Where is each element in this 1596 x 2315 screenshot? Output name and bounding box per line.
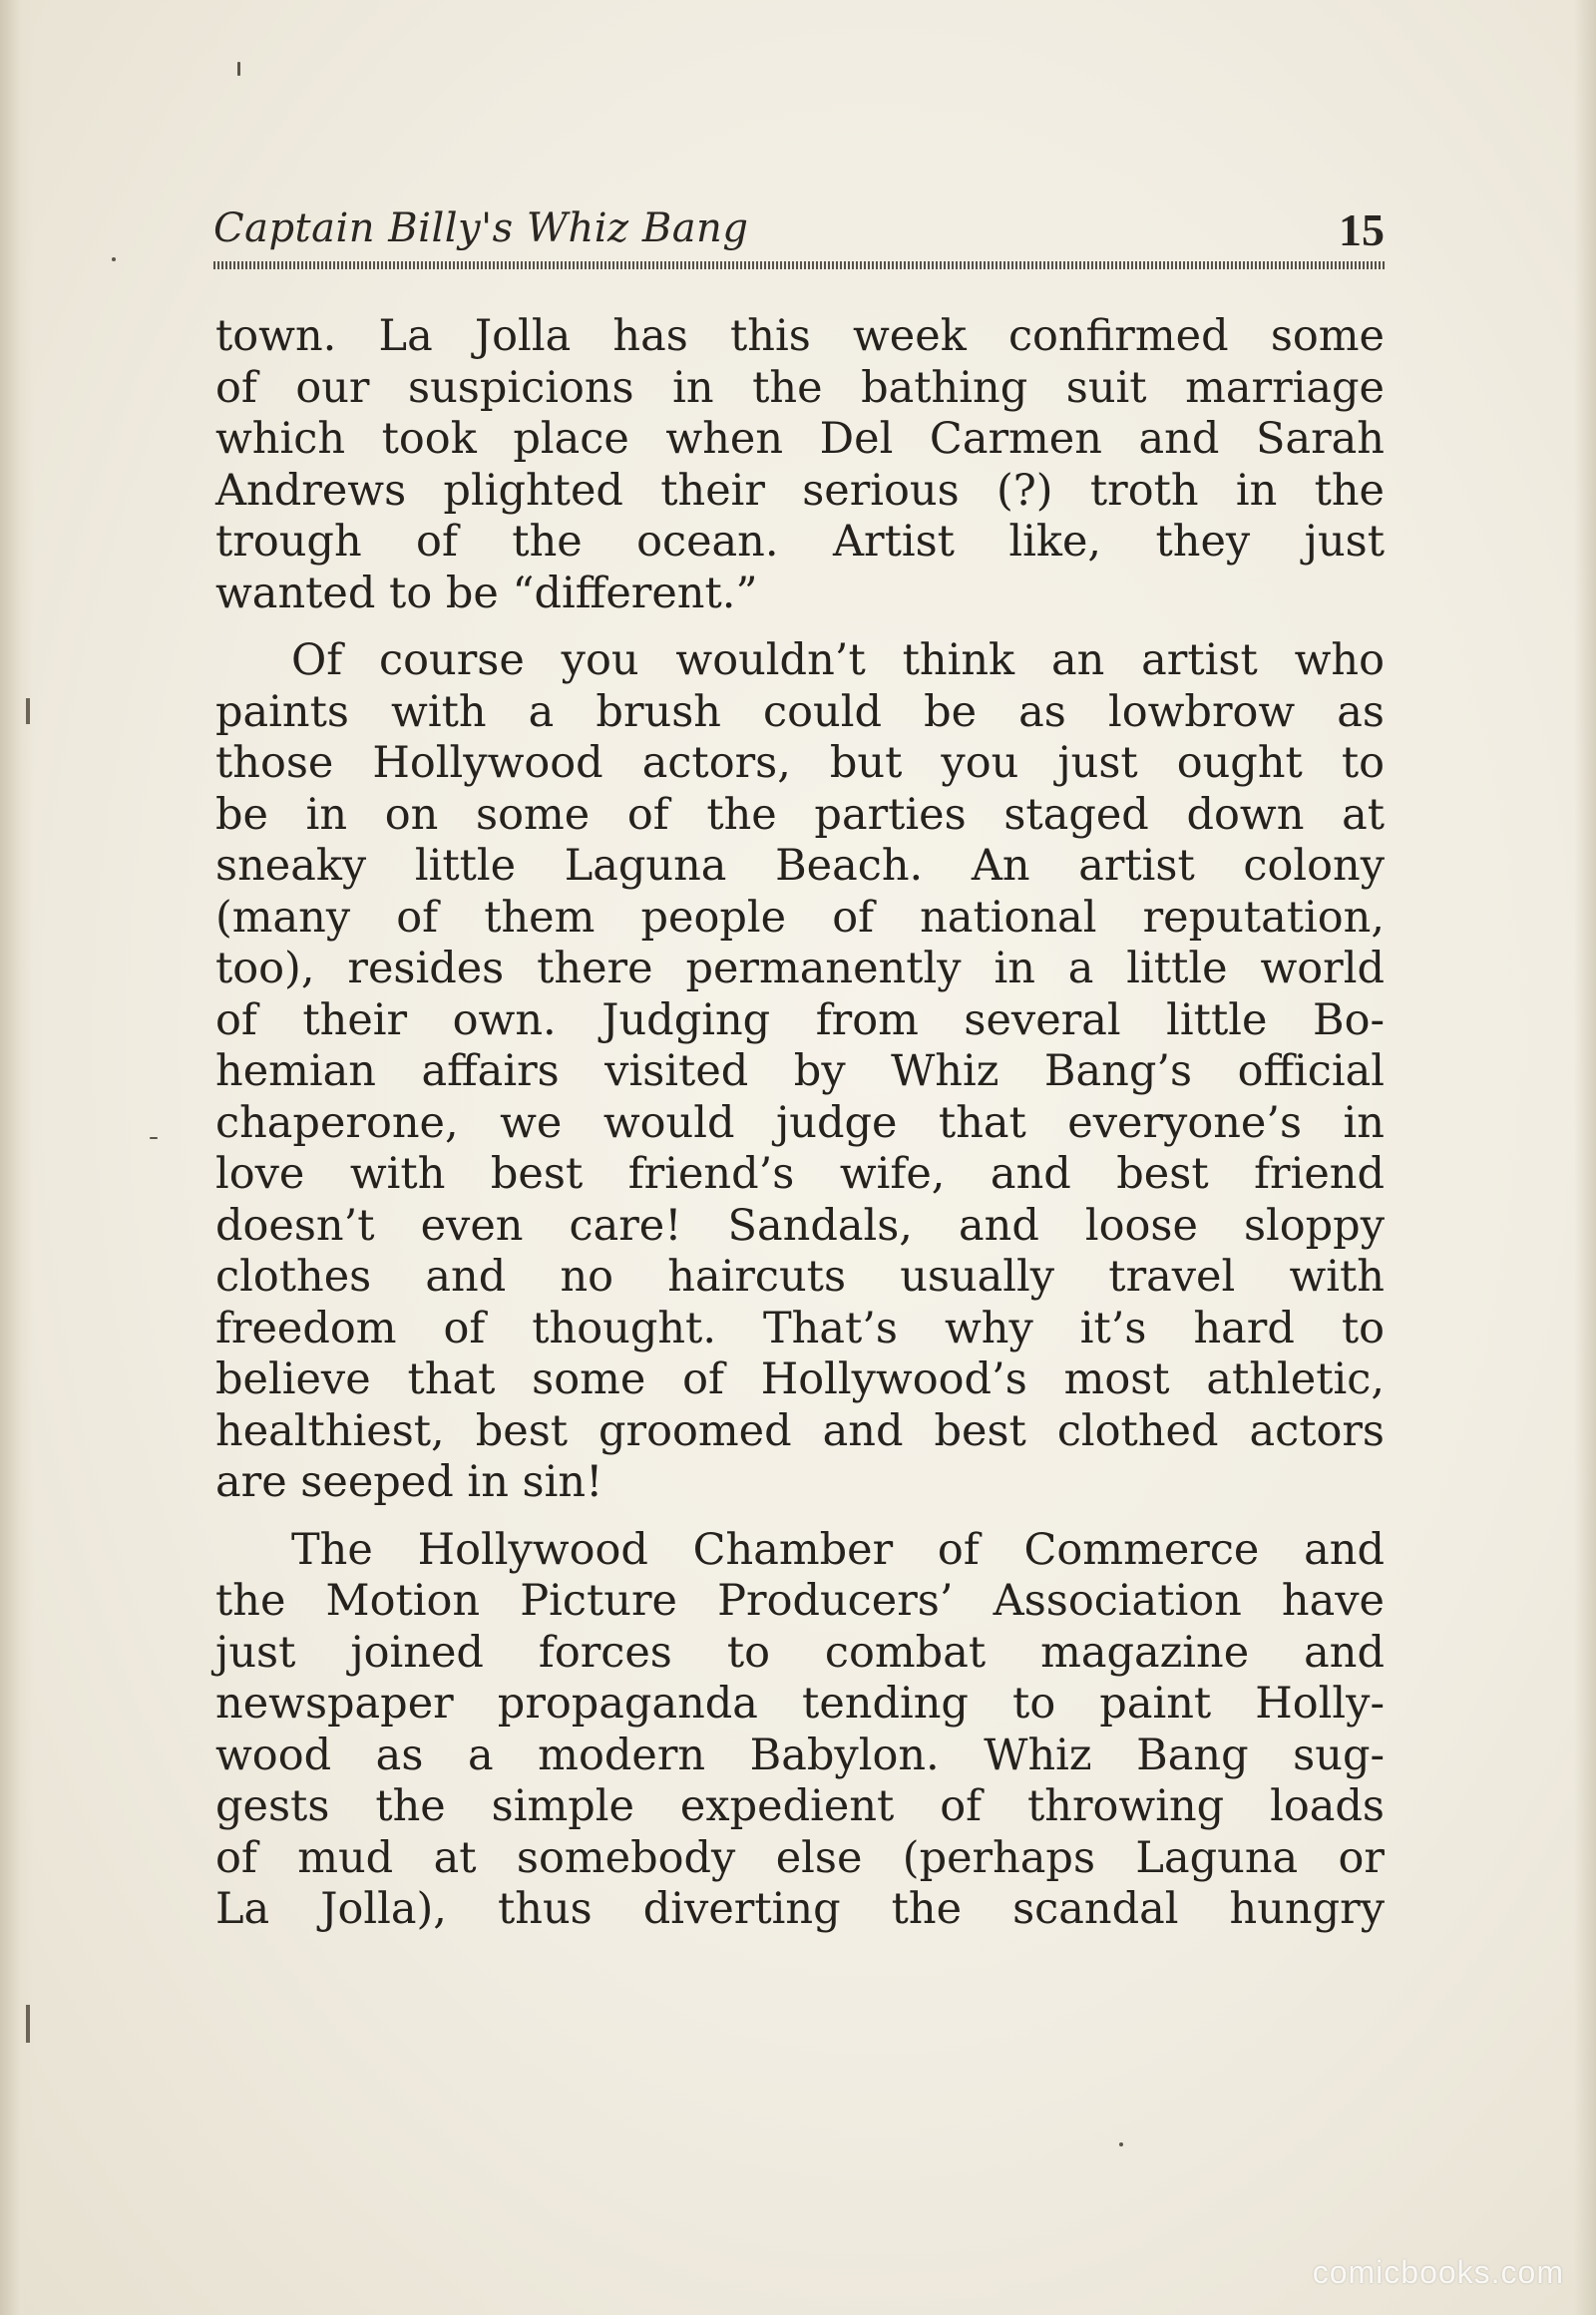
- text-line: The Hollywood Chamber of Commerce and: [291, 1524, 1385, 1575]
- text-line: paints with a brush could be as lowbrow as: [215, 686, 1385, 737]
- article-body: [215, 311, 1385, 1952]
- text-line: be in on some of the parties staged down at: [215, 789, 1385, 840]
- binding-mark: [26, 698, 30, 724]
- text-line: healthiest, best groomed and best clothed actors: [215, 1405, 1385, 1456]
- print-speck: [150, 1137, 158, 1139]
- text-line: Andrews plighted their serious (?) troth in the: [215, 465, 1385, 516]
- text-line: sneaky little Laguna Beach. An artist colony: [215, 841, 1385, 891]
- paragraph-3: [215, 1525, 1385, 1936]
- text-line: love with best friend’s wife, and best friend: [215, 1149, 1385, 1199]
- binding-mark: [26, 2005, 30, 2043]
- text-line: are seeped in sin!: [215, 1457, 603, 1507]
- text-line: hemian affairs visited by Whiz Bang’s official: [215, 1046, 1385, 1096]
- text-line: trough of the ocean. Artist like, they just: [215, 517, 1385, 567]
- text-line: Of course you wouldn’t think an artist who: [291, 635, 1385, 685]
- text-line: those Hollywood actors, but you just ought to: [215, 738, 1385, 788]
- text-line: the Motion Picture Producers’ Association have: [215, 1576, 1385, 1626]
- text-line: clothes and no haircuts usually travel with: [215, 1252, 1385, 1302]
- page-number: 15: [1339, 204, 1385, 255]
- text-line: which took place when Del Carmen and Sarah: [215, 414, 1385, 464]
- text-line: (many of them people of national reputation,: [215, 892, 1385, 943]
- page-binding-shadow: [0, 0, 34, 2315]
- text-line: of our suspicions in the bathing suit marriage: [215, 362, 1385, 413]
- paragraph-1: [215, 311, 1385, 619]
- text-line: newspaper propaganda tending to paint Holly-: [215, 1679, 1385, 1729]
- text-line: just joined forces to combat magazine and: [215, 1627, 1385, 1678]
- text-line: of mud at somebody else (perhaps Laguna or: [215, 1832, 1385, 1883]
- print-speck: [1119, 2142, 1123, 2146]
- text-line: of their own. Judging from several little Bo-: [215, 994, 1385, 1045]
- page-edge-shadow: [1574, 0, 1596, 2315]
- text-line: doesn’t even care! Sandals, and loose sloppy: [215, 1200, 1385, 1251]
- site-watermark: comicbooks.com: [1312, 2254, 1564, 2290]
- paragraph-2: [215, 635, 1385, 1509]
- header-rule: [213, 261, 1385, 269]
- text-line: believe that some of Hollywood’s most athletic,: [215, 1354, 1385, 1404]
- running-title: Captain Billy's Whiz Bang: [213, 205, 749, 251]
- running-header: [213, 199, 1385, 259]
- text-line: wood as a modern Babylon. Whiz Bang sug-: [215, 1730, 1385, 1780]
- text-line: La Jolla), thus diverting the scandal hungry: [215, 1884, 1385, 1934]
- print-speck: [237, 62, 240, 76]
- text-line: too), resides there permanently in a little world: [215, 944, 1385, 993]
- print-speck: [112, 257, 116, 261]
- text-line: freedom of thought. That’s why it’s hard to: [215, 1303, 1385, 1353]
- text-line: wanted to be “different.”: [215, 568, 758, 618]
- text-line: gests the simple expedient of throwing loads: [215, 1781, 1385, 1831]
- text-line: town. La Jolla has this week confirmed some: [215, 311, 1385, 361]
- text-line: chaperone, we would judge that everyone’s in: [215, 1097, 1385, 1148]
